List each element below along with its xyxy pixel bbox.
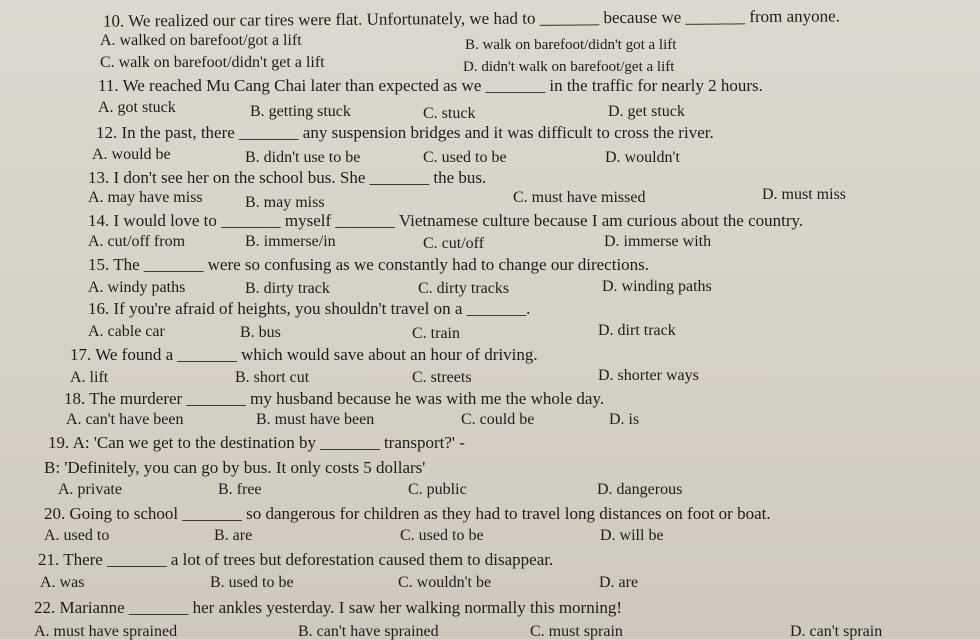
question-number: 13. bbox=[88, 168, 110, 187]
option-c: C. used to be bbox=[400, 527, 484, 544]
question-number: 16. bbox=[88, 299, 110, 318]
option-c: C. could be bbox=[461, 411, 535, 428]
option-d: D. didn't walk on barefoot/get a lift bbox=[463, 59, 675, 75]
question-text: There _______ a lot of trees but deforestation caused them to disappear. bbox=[63, 550, 554, 569]
option-a: A. got stuck bbox=[98, 99, 176, 116]
question-12-stem bbox=[96, 124, 714, 141]
option-c: C. walk on barefoot/didn't get a lift bbox=[100, 54, 325, 71]
option-c: C. used to be bbox=[423, 149, 507, 166]
option-a: A. cable car bbox=[88, 323, 165, 340]
option-a: A. walked on barefoot/got a lift bbox=[100, 32, 302, 49]
option-c: C. cut/off bbox=[423, 235, 485, 252]
option-a: A. would be bbox=[92, 146, 171, 163]
question-number: 14. bbox=[88, 211, 110, 230]
question-number: 19. bbox=[48, 433, 70, 452]
question-text: If you're afraid of heights, you shouldn't travel on a _______. bbox=[113, 299, 531, 318]
option-b: B. are bbox=[214, 527, 253, 544]
question-text: We found a _______ which would save about an hour of driving. bbox=[95, 345, 538, 364]
option-a: A. must have sprained bbox=[34, 623, 178, 640]
question-20-stem bbox=[44, 505, 771, 522]
option-d: D. wouldn't bbox=[605, 149, 680, 166]
option-a: A. private bbox=[58, 481, 122, 498]
option-a: A. cut/off from bbox=[88, 233, 186, 250]
option-b: B. didn't use to be bbox=[245, 149, 361, 166]
question-14-stem bbox=[88, 212, 803, 229]
question-22-stem bbox=[34, 599, 622, 616]
question-text: The _______ were so confusing as we constantly had to change our directions. bbox=[113, 255, 650, 274]
question-19-stem bbox=[48, 434, 465, 451]
option-d: D. immerse with bbox=[604, 233, 712, 250]
question-text: I would love to _______ myself _______ Vietnamese culture because I am curious about the country. bbox=[113, 211, 804, 230]
option-c: C. must sprain bbox=[530, 623, 623, 640]
question-text: We realized our car tires were flat. Unfortunately, we had to _______ because we _______ from anyone. bbox=[128, 6, 840, 31]
option-b: B. getting stuck bbox=[250, 103, 351, 120]
question-text: The murderer _______ my husband because he was with me the whole day. bbox=[89, 389, 605, 408]
question-18-stem bbox=[64, 390, 604, 407]
option-b: B. walk on barefoot/didn't got a lift bbox=[465, 37, 677, 53]
question-number: 10. bbox=[102, 11, 125, 31]
question-15-stem bbox=[88, 256, 649, 273]
option-d: D. will be bbox=[600, 527, 664, 544]
option-d: D. shorter ways bbox=[598, 367, 699, 384]
option-c: C. dirty tracks bbox=[418, 280, 510, 297]
option-d: D. must miss bbox=[762, 186, 847, 203]
option-a: A. lift bbox=[70, 369, 109, 386]
option-a: A. was bbox=[40, 574, 85, 591]
option-c: C. streets bbox=[412, 369, 472, 386]
question-number: 22. bbox=[34, 598, 56, 617]
question-10-stem bbox=[103, 7, 840, 29]
question-number: 11. bbox=[98, 76, 119, 95]
option-c: C. train bbox=[412, 325, 460, 342]
question-number: 17. bbox=[70, 345, 92, 364]
question-number: 15. bbox=[88, 255, 110, 274]
option-c: C. public bbox=[408, 481, 467, 498]
option-d: D. can't sprain bbox=[790, 623, 883, 640]
option-a: A. can't have been bbox=[66, 411, 184, 428]
question-number: 18. bbox=[64, 389, 86, 408]
option-d: D. are bbox=[599, 574, 639, 591]
option-a: A. windy paths bbox=[88, 279, 186, 296]
option-b: B. can't have sprained bbox=[298, 623, 439, 640]
question-text: I don't see her on the school bus. She _______ the bus. bbox=[113, 168, 487, 187]
option-d: D. dirt track bbox=[598, 322, 676, 339]
question-number: 21. bbox=[38, 550, 60, 569]
question-11-stem bbox=[98, 77, 763, 94]
question-13-stem bbox=[88, 169, 486, 186]
question-text: In the past, there _______ any suspension bridges and it was difficult to cross the river. bbox=[121, 123, 714, 142]
option-a: A. may have miss bbox=[88, 189, 203, 206]
option-d: D. is bbox=[609, 411, 640, 428]
question-text: A: 'Can we get to the destination by _______ transport?' - bbox=[72, 433, 465, 452]
option-c: C. stuck bbox=[423, 105, 476, 122]
option-b: B. short cut bbox=[235, 369, 310, 386]
option-b: B. dirty track bbox=[245, 280, 330, 297]
option-d: D. winding paths bbox=[602, 278, 712, 295]
option-b: B. may miss bbox=[245, 194, 325, 211]
option-c: C. wouldn't be bbox=[398, 574, 492, 591]
option-b: B. free bbox=[218, 481, 262, 498]
question-21-stem bbox=[38, 551, 553, 568]
question-16-stem bbox=[88, 300, 530, 317]
option-c: C. must have missed bbox=[513, 189, 646, 206]
option-b: B. immerse/in bbox=[245, 233, 336, 250]
question-number: 20. bbox=[44, 504, 66, 523]
option-b: B. used to be bbox=[210, 574, 294, 591]
question-text: Marianne _______ her ankles yesterday. I saw her walking normally this morning! bbox=[59, 598, 623, 617]
question-number: 12. bbox=[96, 123, 118, 142]
option-b: B. must have been bbox=[256, 411, 375, 428]
option-d: D. dangerous bbox=[597, 481, 683, 498]
question-17-stem bbox=[70, 346, 538, 363]
option-b: B. bus bbox=[240, 324, 281, 341]
question-19-answer-line: B: 'Definitely, you can go by bus. It only costs 5 dollars' bbox=[44, 458, 426, 477]
option-a: A. used to bbox=[44, 527, 110, 544]
question-text: We reached Mu Cang Chai later than expected as we _______ in the traffic for nearly 2 hours. bbox=[122, 76, 763, 95]
option-d: D. get stuck bbox=[608, 103, 685, 120]
question-text: Going to school _______ so dangerous for children as they had to travel long distances on foot or boat. bbox=[69, 504, 771, 523]
